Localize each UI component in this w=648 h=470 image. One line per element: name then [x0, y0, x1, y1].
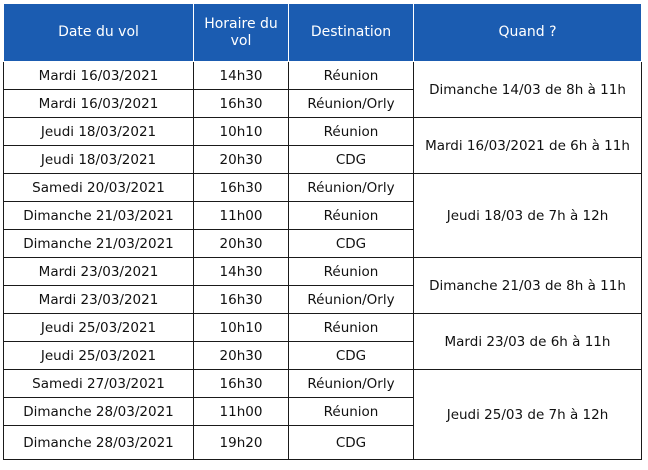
flight-date-cell: Samedi 27/03/2021 [4, 370, 194, 398]
table-row [4, 118, 642, 146]
destination-cell: Réunion/Orly [289, 90, 414, 118]
header-horaire-du-vol: Horaire du vol [194, 4, 289, 62]
flight-schedule-table [3, 3, 642, 460]
quand-cell: Mardi 23/03 de 6h à 11h [414, 314, 642, 370]
flight-date-cell: Mardi 16/03/2021 [4, 62, 194, 90]
flight-date-cell: Mardi 23/03/2021 [4, 286, 194, 314]
header-quand: Quand ? [414, 4, 642, 62]
quand-cell: Mardi 16/03/2021 de 6h à 11h [414, 118, 642, 174]
flight-date-cell: Mardi 23/03/2021 [4, 258, 194, 286]
quand-cell: Dimanche 14/03 de 8h à 11h [414, 62, 642, 118]
header-date-du-vol: Date du vol [4, 4, 194, 62]
flight-time-cell: 10h10 [194, 314, 289, 342]
flight-date-cell: Dimanche 21/03/2021 [4, 230, 194, 258]
destination-cell: Réunion [289, 202, 414, 230]
flight-date-cell: Dimanche 28/03/2021 [4, 398, 194, 426]
destination-cell: Réunion [289, 118, 414, 146]
destination-cell: Réunion [289, 258, 414, 286]
flight-time-cell: 16h30 [194, 174, 289, 202]
quand-cell: Dimanche 21/03 de 8h à 11h [414, 258, 642, 314]
flight-date-cell: Dimanche 21/03/2021 [4, 202, 194, 230]
table-row [4, 370, 642, 398]
header-row [4, 4, 642, 62]
destination-cell: Réunion [289, 62, 414, 90]
destination-cell: CDG [289, 426, 414, 460]
flight-time-cell: 14h30 [194, 62, 289, 90]
flight-time-cell: 14h30 [194, 258, 289, 286]
flight-date-cell: Jeudi 25/03/2021 [4, 314, 194, 342]
header-destination: Destination [289, 4, 414, 62]
flight-date-cell: Dimanche 28/03/2021 [4, 426, 194, 460]
table-body [4, 62, 642, 460]
destination-cell: CDG [289, 146, 414, 174]
flight-time-cell: 20h30 [194, 230, 289, 258]
destination-cell: CDG [289, 230, 414, 258]
flight-date-cell: Mardi 16/03/2021 [4, 90, 194, 118]
table-row [4, 62, 642, 90]
quand-cell: Jeudi 25/03 de 7h à 12h [414, 370, 642, 460]
destination-cell: Réunion [289, 314, 414, 342]
flight-date-cell: Samedi 20/03/2021 [4, 174, 194, 202]
flight-time-cell: 11h00 [194, 398, 289, 426]
flight-date-cell: Jeudi 25/03/2021 [4, 342, 194, 370]
destination-cell: Réunion/Orly [289, 174, 414, 202]
flight-date-cell: Jeudi 18/03/2021 [4, 118, 194, 146]
flight-date-cell: Jeudi 18/03/2021 [4, 146, 194, 174]
destination-cell: Réunion/Orly [289, 370, 414, 398]
flight-time-cell: 10h10 [194, 118, 289, 146]
table-row [4, 174, 642, 202]
quand-cell: Jeudi 18/03 de 7h à 12h [414, 174, 642, 258]
flight-time-cell: 16h30 [194, 370, 289, 398]
table-row [4, 258, 642, 286]
flight-time-cell: 19h20 [194, 426, 289, 460]
flight-time-cell: 16h30 [194, 90, 289, 118]
destination-cell: Réunion [289, 398, 414, 426]
flight-time-cell: 16h30 [194, 286, 289, 314]
destination-cell: Réunion/Orly [289, 286, 414, 314]
destination-cell: CDG [289, 342, 414, 370]
flight-time-cell: 20h30 [194, 342, 289, 370]
table-row [4, 314, 642, 342]
flight-time-cell: 11h00 [194, 202, 289, 230]
flight-time-cell: 20h30 [194, 146, 289, 174]
